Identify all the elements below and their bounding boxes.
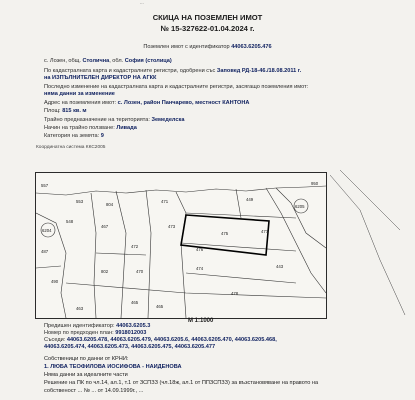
- category-value: 9: [100, 133, 104, 139]
- parcel-label: 6205: [295, 204, 305, 209]
- location-line: [44, 58, 409, 65]
- cadastre-line: [44, 68, 409, 75]
- decision-text: Решение на ПК по чл.14, ал.1, т.1 от ЗСПЗЗ (чл.18ж, ал.1 от ППЗСПЗЗ) за възстановяване на правото на: [44, 380, 319, 386]
- purpose-label: Трайно предназначение на територията:: [44, 117, 150, 123]
- neighbors-line-2: [44, 344, 409, 351]
- map-drawing: [36, 173, 326, 318]
- prev-id-line: [44, 323, 409, 330]
- neighbors-label: Съседи:: [44, 337, 66, 343]
- parcel-label: 553: [76, 199, 84, 204]
- last-change-line: [44, 84, 409, 91]
- boundary-line: [36, 186, 326, 195]
- boundary-line: [116, 191, 126, 318]
- property-id-line: [0, 44, 415, 51]
- map-scale: М 1:1000: [188, 318, 214, 324]
- purpose-line: [44, 117, 409, 124]
- boundary-line: [96, 253, 146, 255]
- margin-line: [340, 170, 400, 230]
- prev-id-value: 44063.6205.3: [116, 323, 151, 329]
- parcel-label: 475: [221, 231, 229, 236]
- parcel-label: 470: [136, 269, 144, 274]
- owner-name-line: [44, 364, 409, 371]
- boundary-line: [146, 190, 151, 318]
- boundary-line: [91, 193, 96, 318]
- neighbors-value-2: 44063.6205.474, 44063.6205.473, 44063.6205.475, 44063.6205.477: [44, 344, 216, 350]
- parcel-label: 490: [51, 279, 59, 284]
- parcel-label: 6204: [42, 228, 52, 233]
- parcel-label: 557: [41, 183, 49, 188]
- boundary-line: [36, 266, 61, 268]
- cadastre-label: По кадастралната карта и кадастралните регистри, одобрени със: [44, 68, 216, 74]
- region-label: , обл.: [109, 58, 124, 64]
- parcel-label: 476: [196, 247, 204, 252]
- last-change-label: Последно изменение на кадастралната карта и кадастралните регистри, засягащо поземления имот:: [44, 84, 309, 90]
- region-value: София (столица): [124, 58, 172, 64]
- parcel-label: 804: [106, 202, 114, 207]
- authority-value: на ИЗПЪЛНИТЕЛЕН ДИРЕКТОР НА АГКК: [44, 75, 157, 81]
- area-value: 815 кв. м: [62, 108, 87, 114]
- margin-lines: [330, 170, 410, 320]
- boundary-line: [176, 192, 186, 318]
- address-value: с. Лозен, район Панчарево, местност КАНТОНА: [117, 100, 250, 106]
- decision-text-2: собственост ... № ... от 14.09.1999г., ...: [44, 388, 144, 394]
- parcel-label: 449: [246, 197, 254, 202]
- boundary-line: [186, 273, 296, 283]
- document-number: № 15-327622-01.04.2024 г.: [160, 24, 255, 33]
- cadastre-value: Заповед РД-18-46./18.08.2011 г.: [216, 68, 302, 74]
- property-id-value: 44063.6205.476: [231, 44, 272, 50]
- area-line: [44, 108, 409, 115]
- parcel-label: 471: [161, 199, 169, 204]
- parcel-label: 473: [168, 224, 176, 229]
- owner-name: 1. ЛЮБА ТЕОФИЛОВА ЙОСИФОВА - НАЙДЕНОВА: [44, 364, 182, 370]
- owner-note: Няма данни за идеалните части: [44, 372, 128, 378]
- usage-label: Начин на трайно ползване:: [44, 125, 115, 131]
- parcel-label: 950: [311, 181, 319, 186]
- property-id-label: Поземлен имот с идентификатор: [143, 44, 230, 50]
- usage-value: Ливада: [116, 125, 137, 131]
- boundary-line: [66, 283, 326, 298]
- plan-number-value: 9918012003: [115, 330, 147, 336]
- parcel-lines: [36, 186, 326, 318]
- usage-line: [44, 125, 409, 132]
- parcel-label: 465: [131, 300, 139, 305]
- parcel-label: 478: [231, 291, 239, 296]
- header-top-text: ...: [140, 0, 144, 5]
- parcel-label: 465: [156, 304, 164, 309]
- parcel-label: 472: [131, 244, 139, 249]
- owners-title: Собственици по данни от КРНИ:: [44, 356, 129, 362]
- category-line: [44, 133, 409, 140]
- last-change-value-line: [44, 91, 409, 98]
- parcel-label: 477: [261, 229, 269, 234]
- parcel-label: 463: [76, 306, 84, 311]
- purpose-value: Земеделска: [151, 117, 185, 123]
- parcel-label: 487: [41, 249, 49, 254]
- parcel-label: 443: [276, 264, 284, 269]
- prev-id-label: Предишен идентификатор:: [44, 323, 115, 329]
- coord-system-label: Координатна система ККС2005: [36, 145, 106, 150]
- location-label: с. Лозен, общ.: [44, 58, 81, 64]
- margin-line: [330, 175, 405, 315]
- parcel-label: 467: [101, 224, 109, 229]
- address-line: [44, 100, 409, 107]
- address-label: Адрес на поземления имот:: [44, 100, 117, 106]
- boundary-line: [236, 189, 241, 218]
- document-title: СКИЦА НА ПОЗЕМЛЕН ИМОТ: [152, 13, 263, 22]
- category-label: Категория на земята:: [44, 133, 100, 139]
- plan-number-line: [44, 330, 409, 337]
- area-label: Площ:: [44, 108, 61, 114]
- municipality-value: Столична: [82, 58, 110, 64]
- parcel-label: 474: [196, 266, 204, 271]
- neighbors-line: [44, 337, 409, 344]
- authority-line: [44, 75, 409, 82]
- parcel-label: 548: [66, 219, 74, 224]
- neighbors-value: 44063.6205.478, 44063.6205.479, 44063.6205.6, 44063.6205.470, 44063.6205.468,: [66, 337, 277, 343]
- plan-number-label: Номер по предходен план:: [44, 330, 114, 336]
- cadastral-map: [35, 172, 327, 319]
- last-change-value: няма данни за изменение: [44, 91, 115, 97]
- parcel-label: 802: [101, 269, 109, 274]
